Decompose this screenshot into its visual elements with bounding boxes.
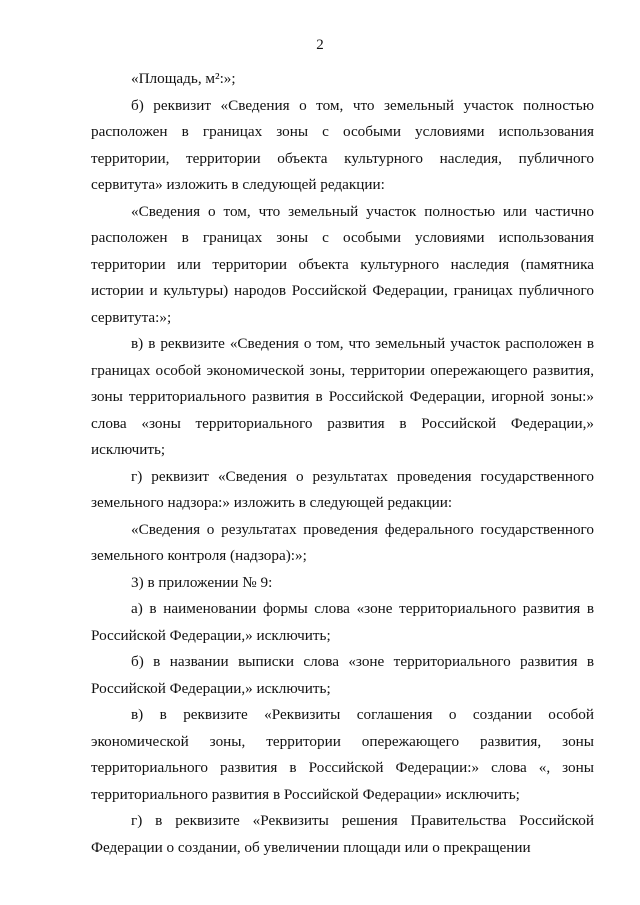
paragraph-appendix-9: 3) в приложении № 9: [131, 573, 273, 591]
paragraph-v-agreement: в) в реквизите «Реквизиты соглашения о создании особой экономической зоны, территории опережающего развития, зоны территориального развития в Российской Федерации:» слова «, зоны территориального развития в Российской Федерации» исключить; [91, 706, 594, 803]
paragraph-a-form-name: а) в наименовании формы слова «зоне территориального развития в Российской Федерации,» исключить; [91, 600, 594, 644]
page-number: 2 [316, 37, 324, 53]
paragraph-g-requisite: г) реквизит «Сведения о результатах проведения государственного земельного надзора:» изложить в следующей редакции: [91, 467, 594, 511]
document-body [91, 66, 594, 861]
paragraph-new-wording-zone: «Сведения о том, что земельный участок полностью или частично расположен в границах зоны с особыми условиями использования территории или территории объекта культурного наследия (памятника истории и культуры) народов Российской Федерации, границах публичного сервитута:»; [91, 202, 594, 326]
paragraph-g-government-decision: г) в реквизите «Реквизиты решения Правительства Российской Федерации о создании, об увеличении площади или о прекращении [91, 812, 594, 856]
paragraph-b-requisite: б) реквизит «Сведения о том, что земельный участок полностью расположен в границах зоны с особыми условиями использования территории, территории объекта культурного наследия, публичного сервитута» изложить в следующей редакции: [91, 96, 594, 193]
paragraph-b-extract-name: б) в названии выписки слова «зоне территориального развития в Российской Федерации,» исключить; [91, 653, 594, 697]
paragraph-area-label: «Площадь, м²:»; [131, 70, 236, 87]
paragraph-v-requisite: в) в реквизите «Сведения о том, что земельный участок расположен в границах особой экономической зоны, территории опережающего развития, зоны территориального развития в Российской Федерации, игорной зоны:» слова «зоны территориального развития в Российской Федерации,» исключить; [91, 335, 594, 458]
paragraph-new-wording-control: «Сведения о результатах проведения федерального государственного земельного контроля (надзора):»; [91, 520, 594, 564]
